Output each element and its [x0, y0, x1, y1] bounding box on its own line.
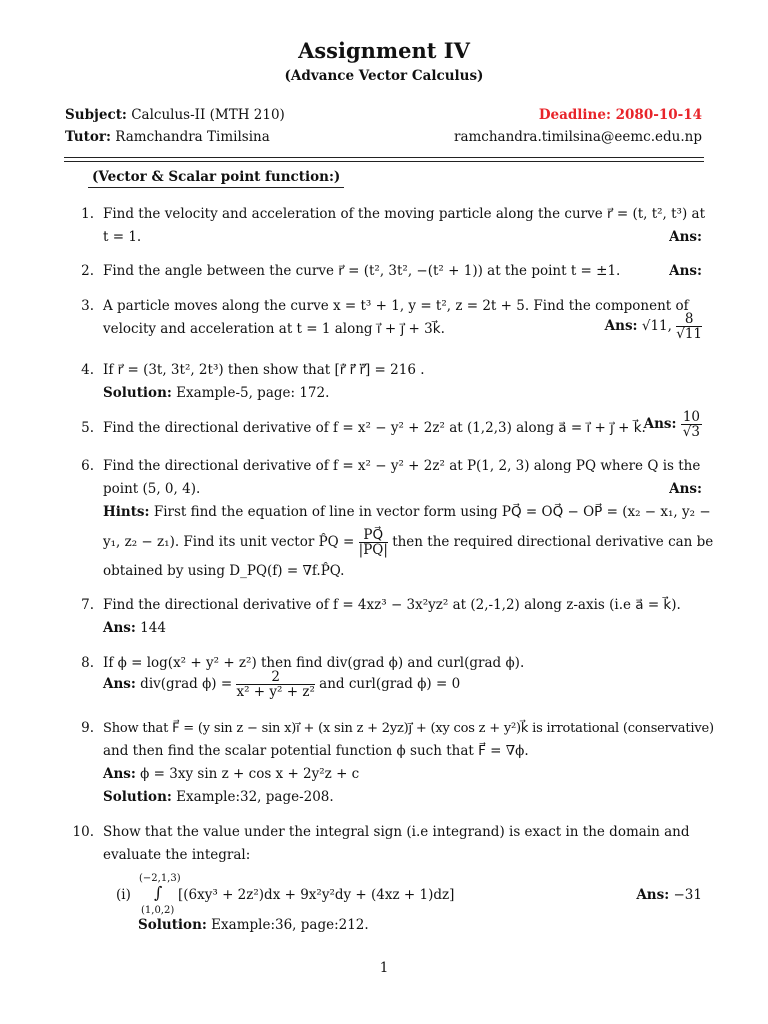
q9-solution-label: Solution: — [103, 789, 172, 805]
tutor-email: ramchandra.timilsina@eemc.edu.np — [454, 129, 702, 145]
q7-answer-label: Ans: — [103, 620, 136, 636]
q4-solution-label: Solution: — [103, 385, 172, 401]
header-rule-bottom — [64, 161, 704, 162]
q1-answer: Ans: — [669, 229, 702, 245]
q10-line1: Show that the value under the integral sign (i.e integrand) is exact in the domain and — [103, 824, 690, 840]
q10-integrand: [(6xy³ + 2z²)dx + 9x²y²dy + (4xz + 1)dz] — [178, 887, 455, 903]
q3-answer-fraction — [676, 312, 702, 341]
header-rule-top — [64, 157, 704, 158]
q4-number: 4. — [81, 362, 94, 378]
q8-answer-part2: and curl(grad ϕ) = 0 — [319, 676, 461, 692]
page-title: Assignment IV — [298, 38, 470, 63]
q6-hint-numerator: PQ⃗ — [359, 528, 388, 543]
q8-answer — [103, 670, 460, 699]
q9-answer-label: Ans: — [103, 766, 136, 782]
q6-hint-text2b: then the required directional derivative can be — [392, 534, 714, 550]
q3-answer-denominator: √11 — [676, 326, 702, 342]
q9-solution — [103, 789, 334, 806]
q8-answer-denominator: x² + y² + z² — [236, 684, 315, 700]
q5-answer — [644, 410, 702, 439]
q8-number: 8. — [81, 655, 94, 671]
q8-answer-part1: div(grad ϕ) = — [140, 676, 233, 692]
section-heading: (Vector & Scalar point function:) — [88, 169, 344, 188]
q6-hint-text2a: y₁, z₂ − z₁). Find its unit vector P̂Q = — [103, 534, 355, 550]
q6-hint-line1 — [103, 504, 711, 521]
q10-lower-limit: (1,0,2) — [141, 905, 175, 916]
q1-line1: Find the velocity and acceleration of the moving particle along the curve r⃗ = (t, t², t³) at — [103, 206, 706, 222]
q6-hint-line3: obtained by using D_PQ(f) = ∇f.P̂Q. — [103, 563, 345, 579]
q5-answer-label: Ans: — [643, 416, 677, 432]
q10-number: 10. — [72, 824, 94, 840]
q10-answer — [636, 887, 702, 904]
q9-line2: and then find the scalar potential function ϕ such that F⃗ = ∇ϕ. — [103, 743, 529, 759]
subject-label: Subject: — [65, 107, 127, 123]
q5-answer-denominator: √3 — [682, 424, 700, 440]
q6-line2: point (5, 0, 4). — [103, 481, 201, 497]
q3-answer-value: √11, — [641, 318, 672, 334]
q6-hint-line2 — [103, 528, 713, 557]
deadline: Deadline: 2080-10-14 — [538, 107, 702, 123]
q9-line1: Show that F⃗ = (y sin z − sin x)i⃗ + (x sin z + 2yz)j⃗ + (xy cos z + y²)k⃗ is irrotational (conservative) — [103, 721, 714, 736]
q3-answer — [605, 312, 702, 341]
q5-answer-numerator: 10 — [682, 409, 700, 425]
q9-answer-value: ϕ = 3xy sin z + cos x + 2y²z + c — [140, 766, 360, 782]
q8-answer-fraction — [236, 670, 314, 699]
q7-line1: Find the directional derivative of f = 4xz³ − 3x²yz² at (2,-1,2) along z-axis (i.e a⃗ = k⃗). — [103, 597, 681, 613]
q9-answer — [103, 766, 359, 783]
q9-solution-text: Example:32, page-208. — [176, 789, 334, 805]
q4-line1: If r⃗ = (3t, 3t², 2t³) then show that [r⃗̇ r⃗̈ r⃗⃛] = 216 . — [103, 362, 425, 378]
q4-solution-text: Example-5, page: 172. — [176, 385, 330, 401]
q6-number: 6. — [81, 458, 94, 474]
q4-solution — [103, 385, 329, 402]
q5-number: 5. — [81, 420, 94, 436]
q10-line2: evaluate the integral: — [103, 847, 251, 863]
tutor-value: Ramchandra Timilsina — [115, 129, 270, 145]
q8-line1: If ϕ = log(x² + y² + z²) then find div(grad ϕ) and curl(grad ϕ). — [103, 655, 525, 671]
q9-number: 9. — [81, 720, 94, 736]
tutor-label: Tutor: — [65, 129, 111, 145]
q3-answer-label: Ans: — [604, 318, 638, 334]
q5-line1: Find the directional derivative of f = x² − y² + 2z² at (1,2,3) along a⃗ = i⃗ + j⃗ + k⃗. — [103, 420, 646, 436]
q7-answer — [103, 620, 166, 637]
q7-number: 7. — [81, 597, 94, 613]
q10-solution-text: Example:36, page:212. — [211, 917, 369, 933]
q8-answer-numerator: 2 — [236, 670, 314, 685]
q10-integral-sign: ∫ — [154, 883, 163, 902]
tutor-line — [65, 129, 270, 145]
q10-sub-label: (i) — [116, 887, 131, 903]
q6-answer: Ans: — [669, 481, 702, 497]
page-subtitle: (Advance Vector Calculus) — [284, 68, 484, 84]
q2-answer: Ans: — [669, 263, 702, 279]
q2-line1: Find the angle between the curve r⃗ = (t², 3t², −(t² + 1)) at the point t = ±1. — [103, 263, 621, 279]
q5-answer-fraction — [681, 410, 702, 439]
q7-answer-value: 144 — [140, 620, 166, 636]
q10-solution — [138, 917, 369, 934]
q6-hint-fraction — [359, 528, 388, 557]
q8-answer-label: Ans: — [103, 676, 136, 692]
q10-solution-label: Solution: — [138, 917, 207, 933]
q6-hint-text1: First find the equation of line in vector form using PQ⃗ = OQ⃗ − OP⃗ = (x₂ − x₁, y₂ − — [153, 504, 711, 520]
q2-number: 2. — [81, 263, 94, 279]
q6-hint-denominator: |PQ| — [358, 542, 388, 558]
q10-answer-value: −31 — [673, 887, 702, 903]
page-number: 1 — [379, 960, 389, 976]
q3-line2: velocity and acceleration at t = 1 along i⃗ + j⃗ + 3k⃗. — [103, 321, 445, 337]
q6-hint-label: Hints: — [103, 504, 150, 520]
q10-upper-limit: (−2,1,3) — [139, 873, 181, 884]
q3-answer-numerator: 8 — [676, 312, 702, 327]
q3-number: 3. — [81, 298, 94, 314]
q3-line1: A particle moves along the curve x = t³ + 1, y = t², z = 2t + 5. Find the component of — [103, 298, 689, 314]
q1-number: 1. — [81, 206, 94, 222]
q6-line1: Find the directional derivative of f = x² − y² + 2z² at P(1, 2, 3) along PQ where Q is the — [103, 458, 701, 474]
subject-line — [65, 107, 285, 123]
q1-line2: t = 1. — [103, 229, 142, 245]
subject-value: Calculus-II (MTH 210) — [131, 107, 285, 123]
q10-answer-label: Ans: — [636, 887, 670, 903]
